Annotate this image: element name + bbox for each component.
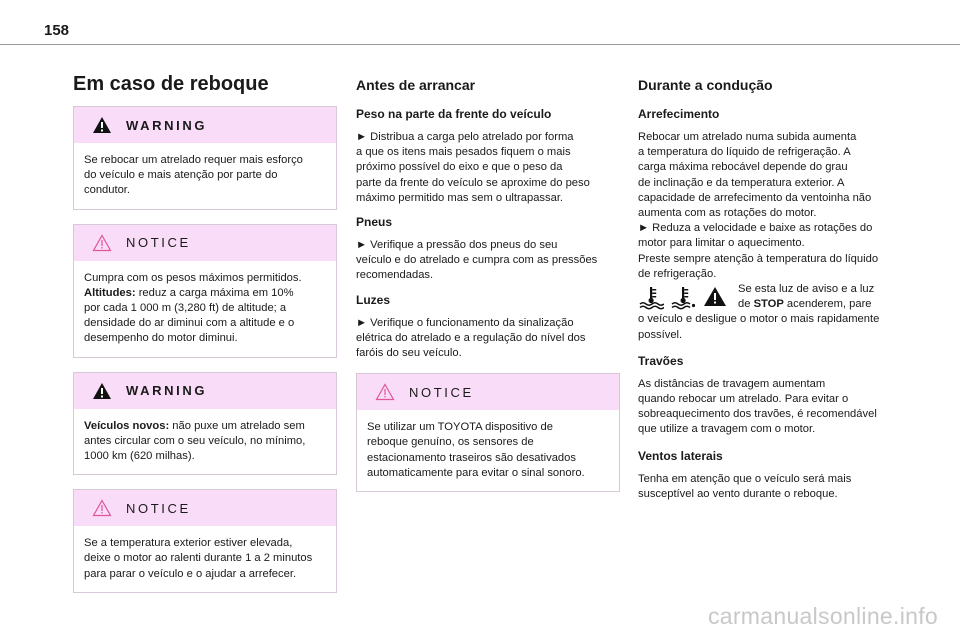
warning-label: WARNING	[126, 383, 208, 399]
warning-triangle-icon	[92, 382, 112, 400]
subsection-heading: Pneus	[356, 215, 393, 230]
warning-triangle-icon	[92, 116, 112, 134]
paragraph: ► Verifique a pressão dos pneus do seu veículo e do atrelado e cumpra com as pressões recomendadas.	[356, 239, 598, 282]
notice-box-header	[357, 374, 619, 410]
warning-box-body	[74, 143, 336, 209]
section-title: Antes de arrancar	[356, 77, 476, 93]
column-reboque	[73, 72, 337, 607]
warning-box-body	[74, 409, 336, 475]
notice-box-header	[74, 225, 336, 261]
subsection-heading: Luzes	[356, 292, 391, 307]
paragraph: Rebocar um atrelado numa subida aumenta a temperatura do líquido de refrigeração. A carga máxima rebocável depende do grau de inclinação e da temperatura exterior. A capacidade de arrefecimento da ventoinha não aumenta com as rotações do motor. ► Reduza a velocidade e baixe as rotações do motor para limitar o aquecimento. Preste sempre atenção à temperatura do líquido de refrigeração.	[638, 131, 879, 280]
notice-box-header	[74, 490, 336, 526]
warning-label: WARNING	[126, 117, 208, 133]
notice-box-toyota	[356, 373, 620, 492]
notice-triangle-icon	[375, 383, 395, 401]
paragraph: o veículo e desligue o motor o mais rapidamente possível.	[638, 313, 880, 341]
notice-box-body	[74, 526, 336, 592]
warning-box-new-vehicles	[73, 372, 337, 476]
paragraph: ► Verifique o funcionamento da sinalização elétrica do atrelado e a regulação do nível dos faróis do seu veículo.	[356, 316, 586, 360]
warning-lights-text: Se esta luz de aviso e a luz de STOP acenderem, pare	[738, 283, 875, 311]
warning-box	[73, 106, 337, 210]
warning-text: Se rebocar um atrelado requer mais esforço do veículo e mais atenção por parte do condutor.	[84, 154, 303, 197]
warning-triangle-icon	[702, 284, 728, 310]
notice-text: Se utilizar um TOYOTA dispositivo de reboque genuíno, os sensores de estacionamento traseiros são desativados automaticamente para evitar o sinal sonoro.	[367, 421, 585, 479]
notice-box-body	[74, 261, 336, 357]
warning-text: Veículos novos: não puxe um atrelado sem antes circular com o seu veículo, no mínimo, 1000 km (620 milhas).	[84, 419, 306, 463]
notice-triangle-icon	[92, 234, 112, 252]
paragraph: ► Distribua a carga pelo atrelado por forma a que os itens mais pesados fiquem o mais próximo possível do eixo e que o peso da parte da frente do veículo se aproxime do peso máximo permitido mas sem o ultrapassar.	[356, 131, 590, 204]
subsection-heading: Ventos laterais	[638, 448, 723, 463]
column-antes-de-arrancar	[356, 72, 620, 506]
paragraph: As distâncias de travagem aumentam quando rebocar um atrelado. Para evitar o sobreaquecimento dos travões, é recomendável que utilize a travagem com o motor.	[638, 377, 877, 436]
column-durante-a-conducao	[638, 72, 902, 510]
notice-label: NOTICE	[126, 235, 191, 251]
subsection-heading: Peso na parte da frente do veículo	[356, 107, 552, 121]
subsection-heading: Arrefecimento	[638, 107, 720, 121]
coolant-temperature-icon	[670, 284, 696, 310]
header-divider	[0, 44, 960, 45]
coolant-warning-row	[638, 282, 902, 312]
notice-box	[73, 224, 337, 358]
warning-box-header	[74, 107, 336, 143]
notice-box-temperature	[73, 489, 337, 593]
subsection-heading: Travões	[638, 353, 684, 368]
section-title: Durante a condução	[638, 77, 773, 93]
paragraph: Tenha em atenção que o veículo será mais susceptível ao vento durante o reboque.	[638, 472, 852, 500]
watermark: carmanualsonline.info	[707, 603, 938, 629]
notice-triangle-icon	[92, 499, 112, 517]
notice-label: NOTICE	[126, 500, 191, 516]
section-title: Em caso de reboque	[73, 73, 269, 95]
notice-text: Cumpra com os pesos máximos permitidos. Altitudes: reduz a carga máxima em 10% por cada 1 000 m (3,280 ft) de altitude; a densidade do ar diminui com a altitude e o desempenho do motor diminui.	[84, 271, 302, 345]
coolant-temperature-icon	[638, 284, 664, 310]
warning-lights	[638, 284, 728, 310]
warning-box-header	[74, 373, 336, 409]
notice-text: Se a temperatura exterior estiver elevada, deixe o motor ao ralenti durante 1 a 2 minutos para parar o veículo e o ajudar a arrefecer.	[84, 537, 313, 580]
notice-label: NOTICE	[409, 384, 474, 400]
notice-box-body	[357, 410, 619, 491]
page-number: 158	[44, 22, 70, 39]
